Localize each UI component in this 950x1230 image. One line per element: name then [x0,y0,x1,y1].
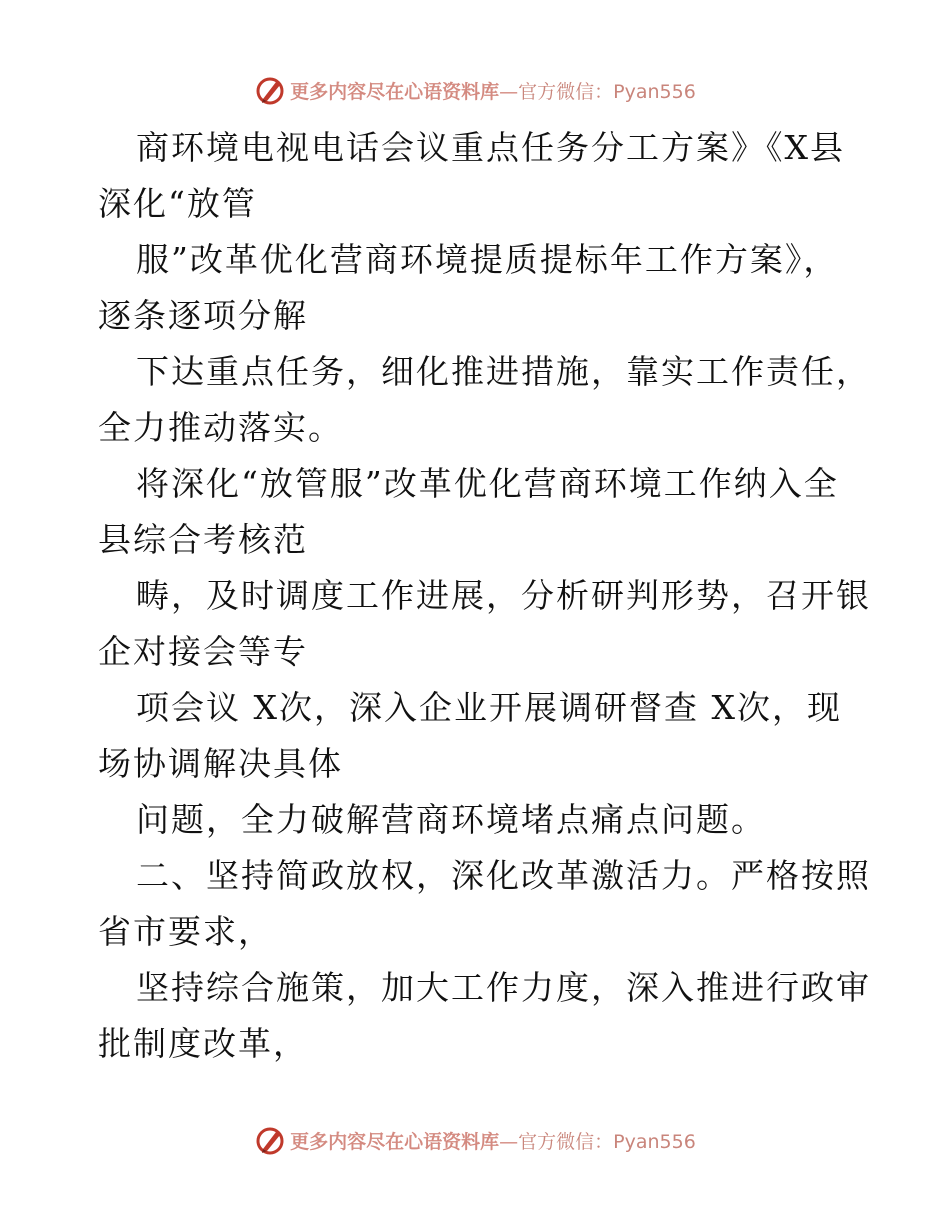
paragraph-line: 二、坚持简政放权，深化改革激活力。严格按照 [136,856,871,895]
paragraph-line: 项会议 X次，深入企业开展调研督查 X次，现 [136,688,842,727]
pen-circle-logo-icon [254,74,286,106]
paragraph-line: 下达重点任务，细化推进措施，靠实工作责任， [136,352,871,391]
paragraph-line: 省市要求， [98,912,273,951]
paragraph-line: 商环境电视电话会议重点任务分工方案》《X县 [136,128,845,167]
paragraph-line: 坚持综合施策，加大工作力度，深入推进行政审 [136,968,871,1007]
header-banner [0,70,950,110]
paragraph-line: 深化“放管 [98,184,257,223]
banner-wechat: 官方微信：Pyan556 [518,1130,696,1153]
paragraph-line: 畴，及时调度工作进展，分析研判形势，召开银 [136,576,871,615]
paragraph-line: 问题，全力破解营商环境堵点痛点问题。 [136,800,766,839]
paragraph-line: 将深化“放管服”改革优化营商环境工作纳入全 [136,464,839,503]
paragraph-line: 县综合考核范 [98,520,308,559]
banner-site-text: 更多内容尽在心语资料库 [290,1130,500,1153]
banner-text [290,77,696,104]
banner-separator: — [499,80,519,103]
document-body [98,120,871,1072]
paragraph-line: 批制度改革， [98,1024,308,1063]
paragraph-line: 服”改革优化营商环境提质提标年工作方案》， [136,240,839,279]
paragraph-line: 逐条逐项分解 [98,296,308,335]
banner-site-text: 更多内容尽在心语资料库 [290,80,500,103]
banner-separator: — [499,1130,519,1153]
paragraph-line: 全力推动落实。 [98,408,343,447]
paragraph-line: 场协调解决具体 [98,744,343,783]
banner-wechat: 官方微信：Pyan556 [518,80,696,103]
footer-banner [0,1120,950,1160]
paragraph-line: 企对接会等专 [98,632,308,671]
banner-text [290,1127,696,1154]
pen-circle-logo-icon [254,1124,286,1156]
